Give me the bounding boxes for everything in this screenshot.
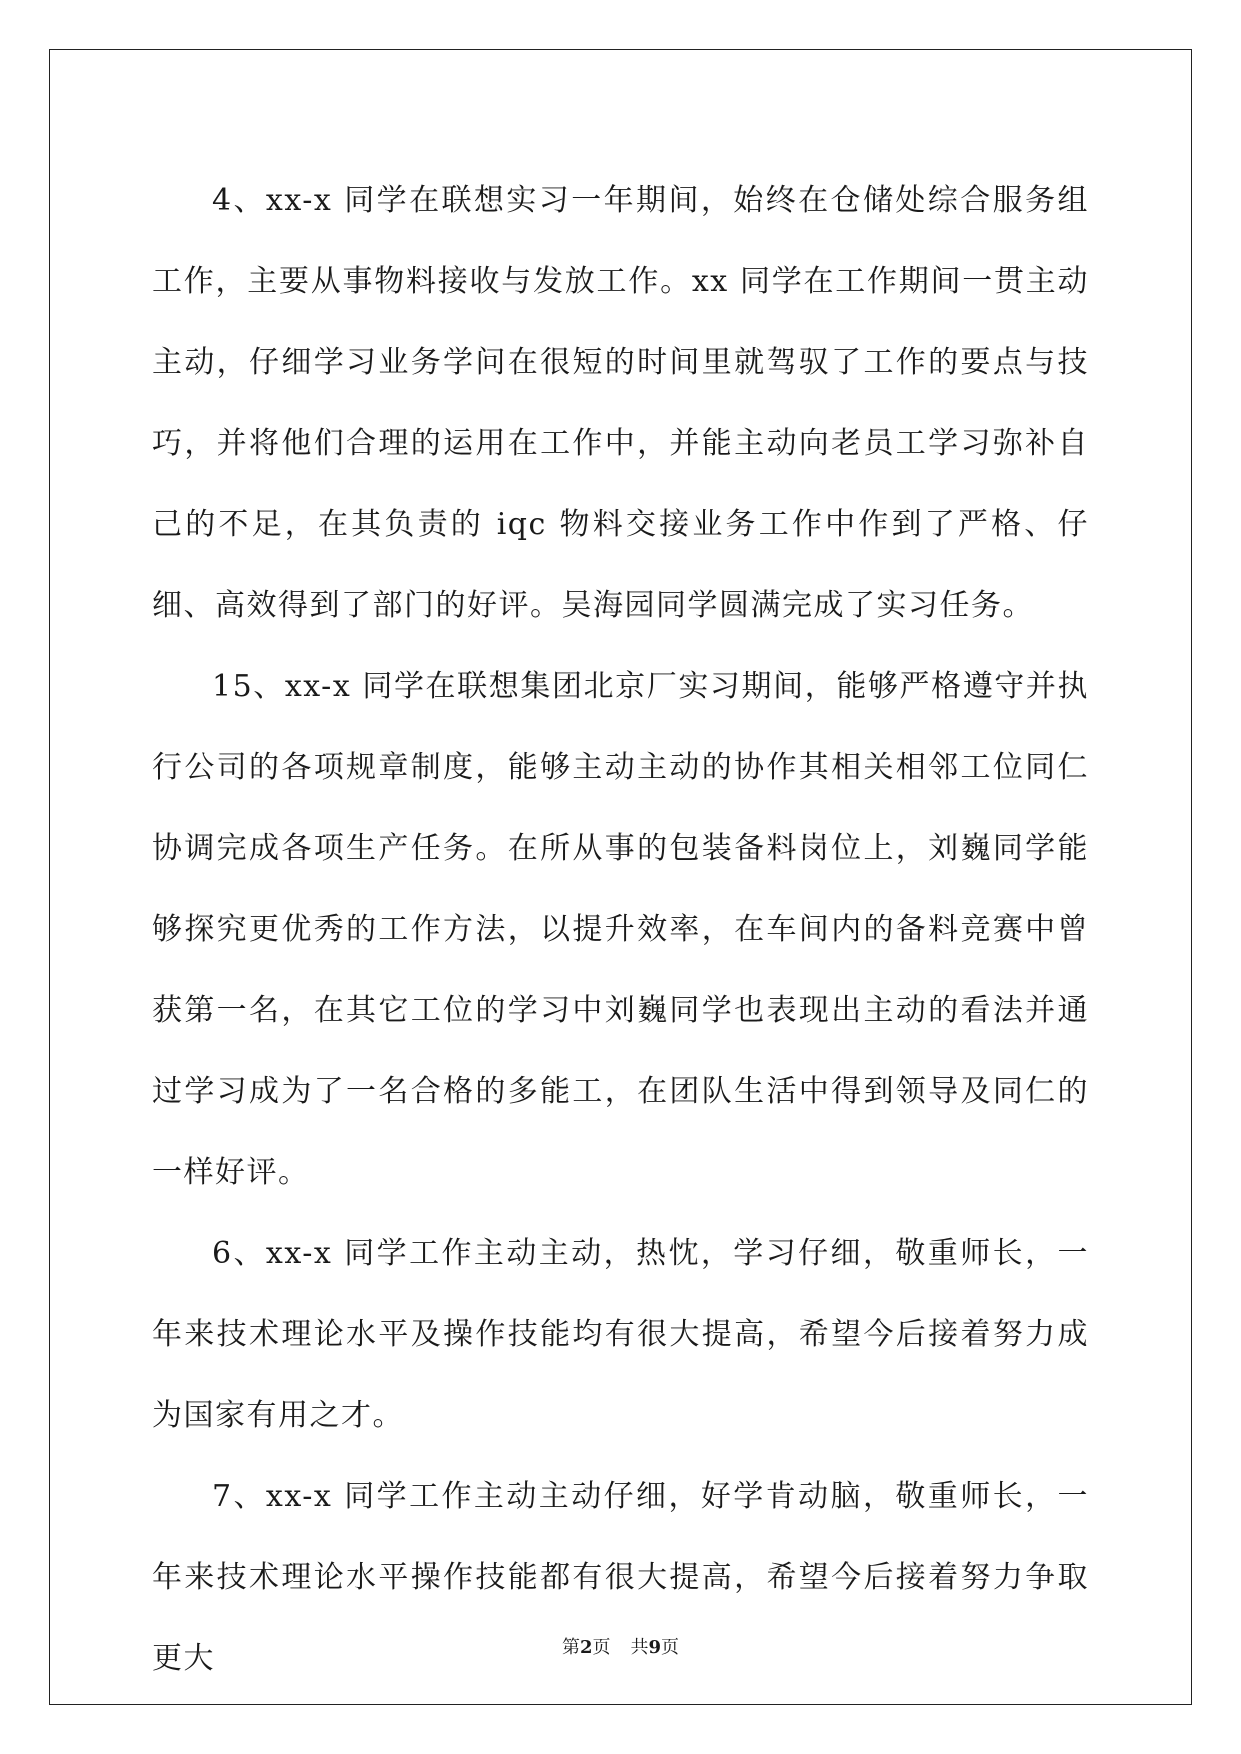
total-pages: 9 xyxy=(648,1637,662,1658)
page-footer xyxy=(0,1633,1241,1659)
total-prefix: 共 xyxy=(630,1637,649,1658)
paragraph-4: 4、xx-x 同学在联想实习一年期间，始终在仓储处综合服务组工作，主要从事物料接收与发放工作。xx 同学在工作期间一贯主动主动，仔细学习业务学问在很短的时间里就驾驭了工作的要点与技巧，并将他们合理的运用在工作中，并能主动向老员工学习弥补自己的不足，在其负责的 iqc 物料交接业务工作中作到了严格、仔细、高效得到了部门的好评。吴海园同学圆满完成了实习任务。 xyxy=(152,183,1089,623)
paragraph-15: 15、xx-x 同学在联想集团北京厂实习期间，能够严格遵守并执行公司的各项规章制度，能够主动主动的协作其相关相邻工位同仁协调完成各项生产任务。在所从事的包装备料岗位上，刘巍同学能够探究更优秀的工作方法，以提升效率，在车间内的备料竞赛中曾获第一名，在其它工位的学习中刘巍同学也表现出主动的看法并通过学习成为了一名合格的多能工，在团队生活中得到领导及同仁的一样好评。 xyxy=(152,669,1089,1190)
page-suffix: 页 xyxy=(592,1637,611,1658)
paragraph-6: 6、xx-x 同学工作主动主动，热忱，学习仔细，敬重师长，一年来技术理论水平及操作技能均有很大提高，希望今后接着努力成为国家有用之才。 xyxy=(152,1236,1089,1433)
document-body xyxy=(152,160,1089,1699)
paragraph-7: 7、xx-x 同学工作主动主动仔细，好学肯动脑，敬重师长，一年来技术理论水平操作技能都有很大提高，希望今后接着努力争取更大 xyxy=(152,1479,1089,1676)
page-number: 2 xyxy=(579,1637,593,1658)
page-prefix: 第 xyxy=(561,1637,580,1658)
total-suffix: 页 xyxy=(661,1637,680,1658)
